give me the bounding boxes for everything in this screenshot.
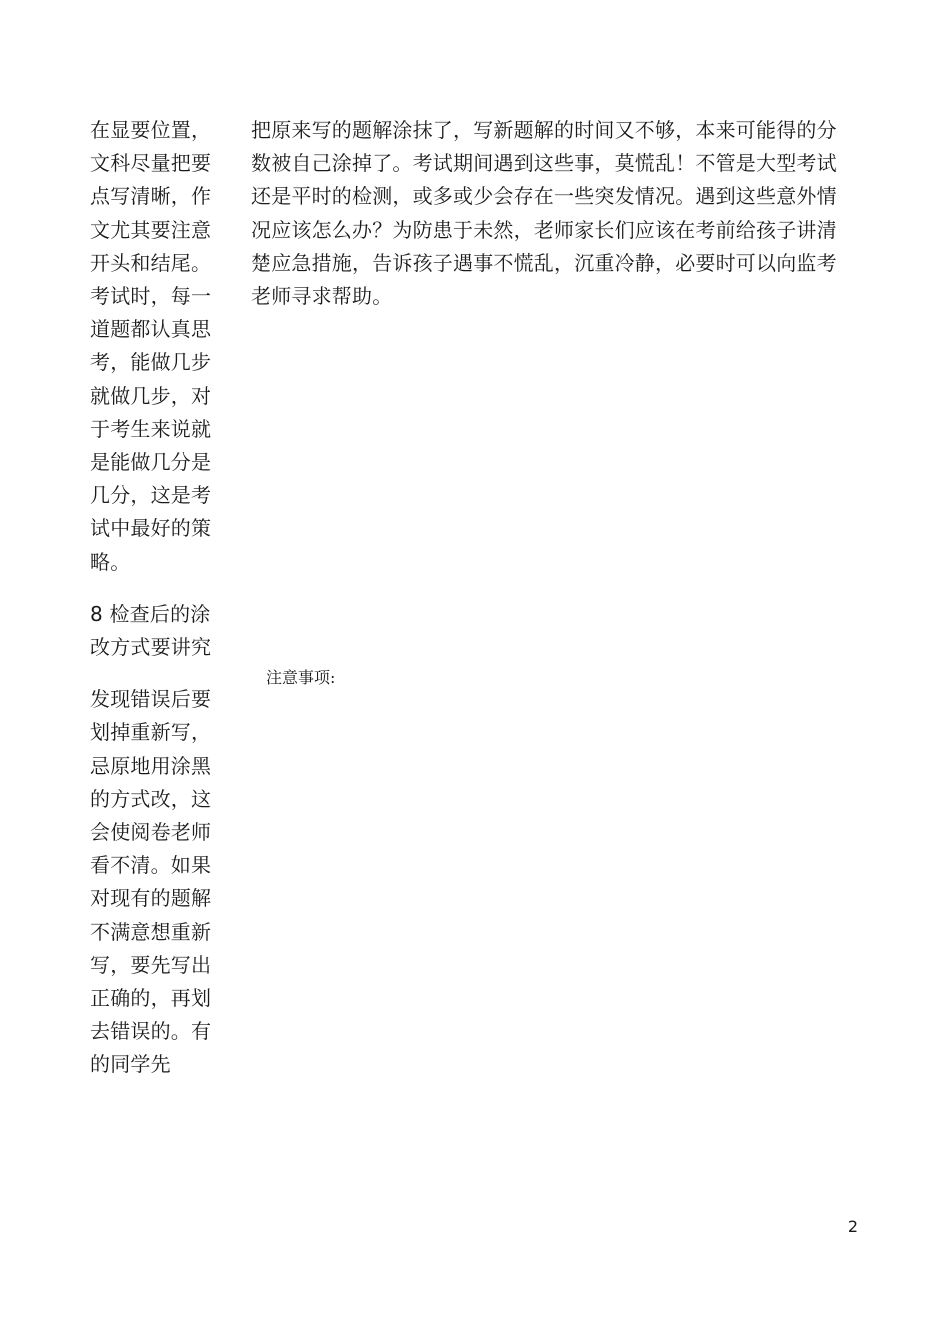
left-paragraph-strategy: 在显要位置，文科尽量把要点写清晰，作文尤其要注意开头和结尾。考试时，每一道题都认真思考，能做几步就做几步，对于考生来说就是能做几分是几分，这是考试中最好的策略。: [90, 118, 212, 574]
section-heading-correction: 8 检查后的涂改方式要讲究: [90, 601, 212, 660]
right-column: [251, 114, 851, 313]
right-paragraph-continuation: 把原来写的题解涂抹了，写新题解的时间又不够，本来可能得的分数被自己涂掉了。考试期间遇到这些事，莫慌乱！不管是大型考试还是平时的检测，或多或少会存在一些突发情况。遇到这些意外情况应该怎么办？为防患于未然，老师家长们应该在考前给孩子讲清楚应急措施，告诉孩子遇事不慌乱，沉重冷静，必要时可以向监考老师寻求帮助。: [251, 118, 837, 309]
notice-label: 注意事项:: [266, 668, 336, 687]
left-paragraph-correction: 发现错误后要划掉重新写，忌原地用涂黑的方式改，这会使阅卷老师看不清。如果对现有的题解不满意想重新写，要先写出正确的，再划去错误的。有的同学先: [90, 687, 212, 1077]
left-column: [90, 114, 212, 1101]
page-number: 2: [847, 1217, 858, 1236]
